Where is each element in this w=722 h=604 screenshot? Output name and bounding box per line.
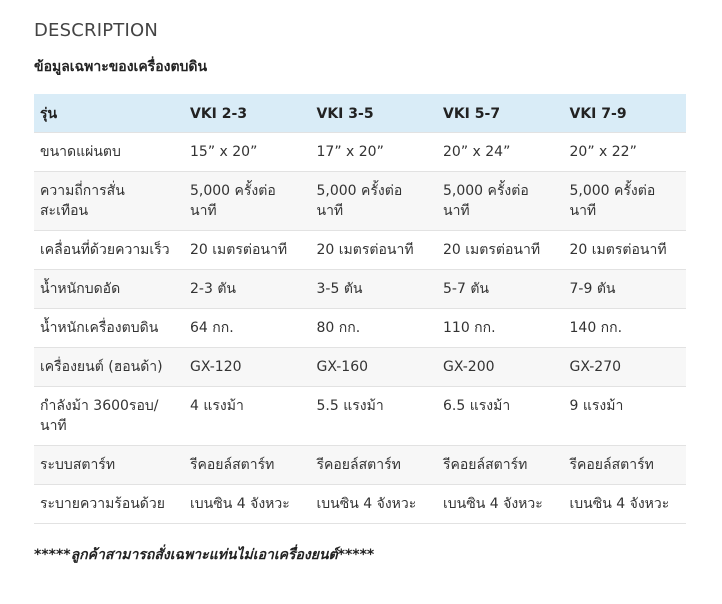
table-cell: 5-7 ตัน xyxy=(433,270,560,309)
table-cell: 5,000 ครั้งต่อนาที xyxy=(560,172,687,231)
section-heading: DESCRIPTION xyxy=(34,20,159,41)
row-label: น้ำหนักเครื่องตบดิน xyxy=(34,309,180,348)
table-cell: เบนซิน 4 จังหวะ xyxy=(307,485,434,524)
table-cell: เบนซิน 4 จังหวะ xyxy=(560,485,687,524)
spec-subheading: ข้อมูลเฉพาะของเครื่องตบดิน xyxy=(34,59,208,75)
row-label: ระบายความร้อนด้วย xyxy=(34,485,180,524)
table-cell: 7-9 ตัน xyxy=(560,270,687,309)
table-row xyxy=(34,387,686,446)
header-vki-2-3: VKI 2-3 xyxy=(180,95,307,133)
table-row xyxy=(34,446,686,485)
table-cell: เบนซิน 4 จังหวะ xyxy=(180,485,307,524)
table-cell: 20 เมตรต่อนาที xyxy=(180,231,307,270)
header-vki-3-5: VKI 3-5 xyxy=(307,95,434,133)
table-cell: 15” x 20” xyxy=(180,133,307,172)
table-cell: 9 แรงม้า xyxy=(560,387,687,446)
table-cell: รีคอยล์สตาร์ท xyxy=(180,446,307,485)
table-cell: เบนซิน 4 จังหวะ xyxy=(433,485,560,524)
table-header-row xyxy=(34,95,686,133)
table-cell: รีคอยล์สตาร์ท xyxy=(433,446,560,485)
row-label: เคลื่อนที่ด้วยความเร็ว xyxy=(34,231,180,270)
table-row xyxy=(34,485,686,524)
table-cell: 5,000 ครั้งต่อนาที xyxy=(307,172,434,231)
header-vki-5-7: VKI 5-7 xyxy=(433,95,560,133)
table-row xyxy=(34,231,686,270)
table-row xyxy=(34,309,686,348)
row-label: ความถี่การสั่นสะเทือน xyxy=(34,172,180,231)
table-row xyxy=(34,133,686,172)
table-cell: 20 เมตรต่อนาที xyxy=(433,231,560,270)
table-cell: 2-3 ตัน xyxy=(180,270,307,309)
table-cell: 140 กก. xyxy=(560,309,687,348)
row-label: เครื่องยนต์ (ฮอนด้า) xyxy=(34,348,180,387)
table-cell: 110 กก. xyxy=(433,309,560,348)
table-cell: 20 เมตรต่อนาที xyxy=(307,231,434,270)
table-cell: 4 แรงม้า xyxy=(180,387,307,446)
row-label: กำลังม้า 3600รอบ/นาที xyxy=(34,387,180,446)
row-label: น้ำหนักบดอัด xyxy=(34,270,180,309)
table-cell: 6.5 แรงม้า xyxy=(433,387,560,446)
table-cell: 17” x 20” xyxy=(307,133,434,172)
table-row xyxy=(34,270,686,309)
table-row xyxy=(34,348,686,387)
table-cell: GX-160 xyxy=(307,348,434,387)
footnote: *****ลูกค้าสามารถสั่งเฉพาะแท่นไม่เอาเครื่องยนต์***** xyxy=(34,547,375,563)
table-cell: 5,000 ครั้งต่อนาที xyxy=(180,172,307,231)
table-cell: GX-120 xyxy=(180,348,307,387)
spec-table xyxy=(34,94,686,524)
table-cell: GX-200 xyxy=(433,348,560,387)
table-cell: 20” x 22” xyxy=(560,133,687,172)
table-cell: รีคอยล์สตาร์ท xyxy=(307,446,434,485)
table-cell: 64 กก. xyxy=(180,309,307,348)
table-cell: 5.5 แรงม้า xyxy=(307,387,434,446)
table-cell: 20” x 24” xyxy=(433,133,560,172)
table-cell: รีคอยล์สตาร์ท xyxy=(560,446,687,485)
header-vki-7-9: VKI 7-9 xyxy=(560,95,687,133)
table-cell: GX-270 xyxy=(560,348,687,387)
table-cell: 20 เมตรต่อนาที xyxy=(560,231,687,270)
table-cell: 80 กก. xyxy=(307,309,434,348)
row-label: ระบบสตาร์ท xyxy=(34,446,180,485)
table-cell: 3-5 ตัน xyxy=(307,270,434,309)
table-cell: 5,000 ครั้งต่อนาที xyxy=(433,172,560,231)
table-row xyxy=(34,172,686,231)
header-model: รุ่น xyxy=(34,95,180,133)
row-label: ขนาดแผ่นตบ xyxy=(34,133,180,172)
